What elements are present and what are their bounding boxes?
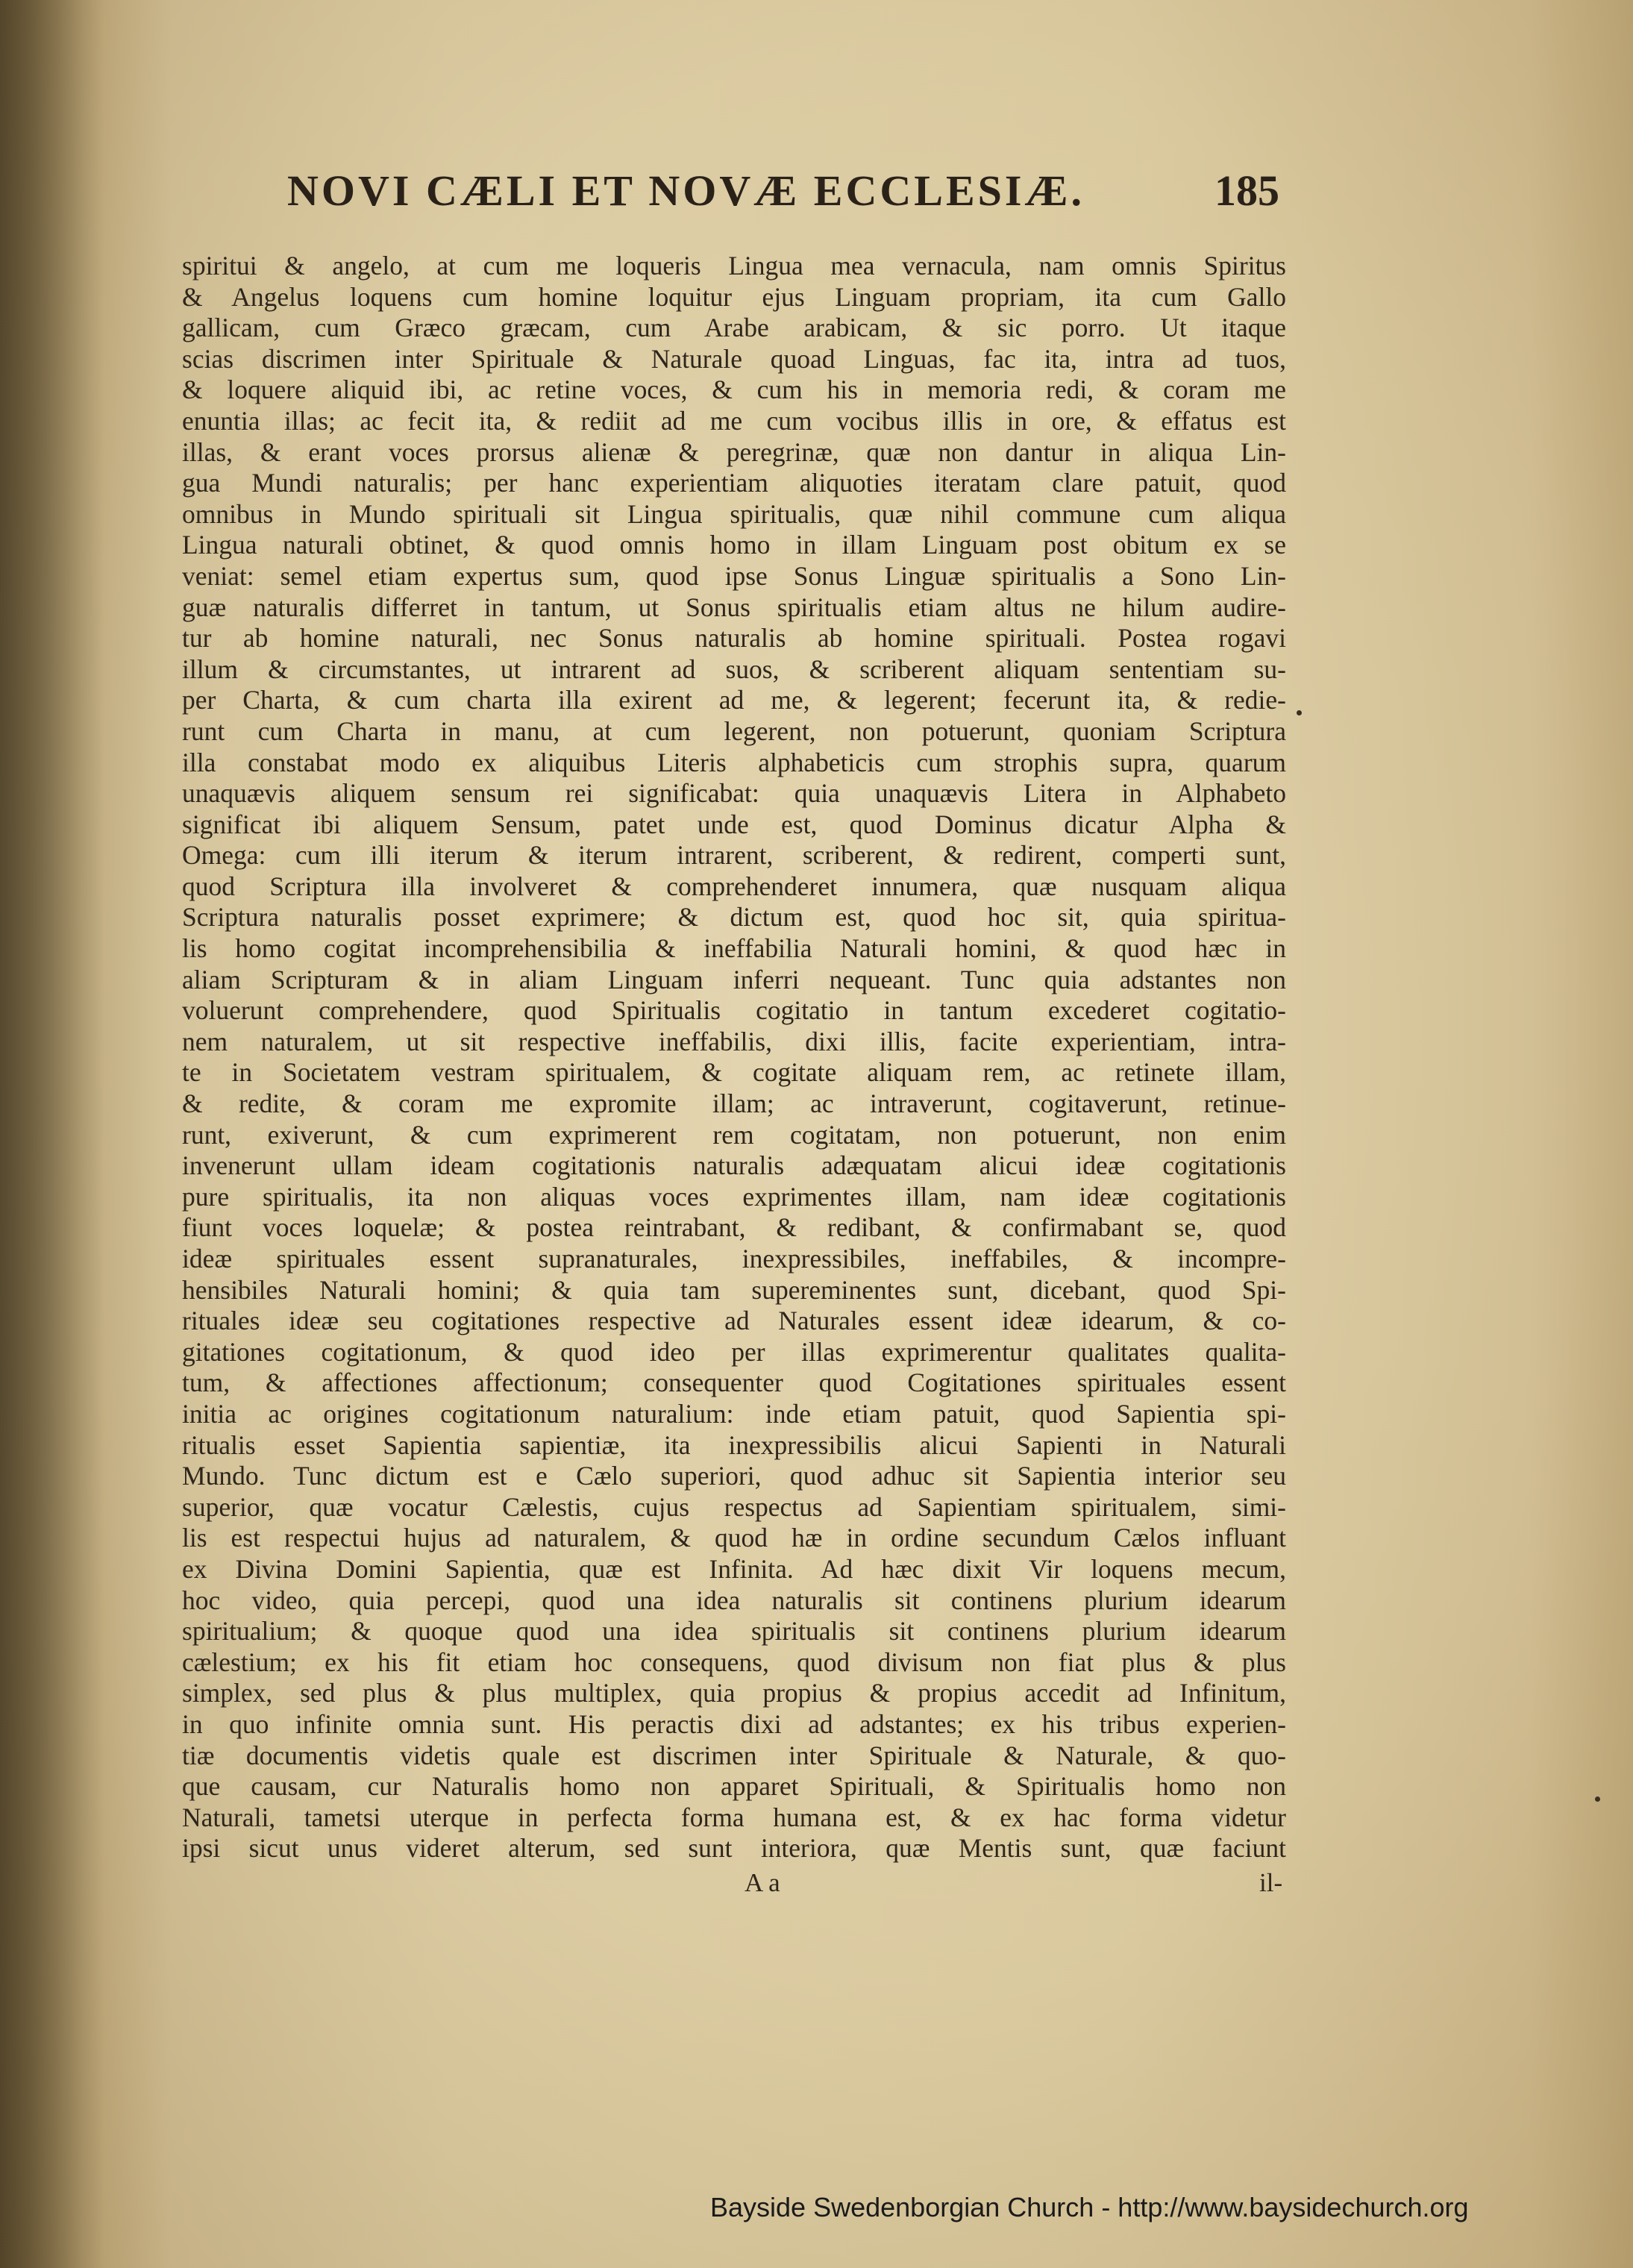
text-line: gitationes cogitationum, & quod ideo per illas exprimerentur qualitates qualita- (182, 1336, 1286, 1367)
text-line: spiritualium; & quoque quod una idea spiritualis sit continens plurium idearum (182, 1616, 1286, 1647)
text-line: Scriptura naturalis posset exprimere; & dictum est, quod hoc sit, quia spiritua- (182, 902, 1286, 933)
text-line: & redite, & coram me expromite illam; ac intraverunt, cogitaverunt, retinue- (182, 1088, 1286, 1119)
text-line: hensibiles Naturali homini; & quia tam supereminentes sunt, dicebant, quod Spi- (182, 1274, 1286, 1305)
text-line: ritualis esset Sapientia sapientiæ, ita inexpressibilis alicui Sapienti in Naturali (182, 1429, 1286, 1460)
text-line: unaquævis aliquem sensum rei significabat: quia unaquævis Litera in Alphabeto (182, 778, 1286, 809)
catchword: il- (1259, 1868, 1283, 1897)
signature-mark: A a (745, 1868, 780, 1897)
text-line: gallicam, cum Græco græcam, cum Arabe arabicam, & sic porro. Ut itaque (182, 313, 1286, 343)
text-line: ex Divina Domini Sapientia, quæ est Infinita. Ad hæc dixit Vir loquens mecum, (182, 1553, 1286, 1584)
text-line: ideæ spirituales essent supranaturales, inexpressibiles, ineffabiles, & incompre- (182, 1244, 1286, 1274)
text-line: lis est respectui hujus ad naturalem, & quod hæ in ordine secundum Cælos influant (182, 1523, 1286, 1553)
text-line (182, 1864, 1286, 1896)
text-line: invenerunt ullam ideam cogitationis naturalis adæquatam alicui ideæ cogitationis (182, 1150, 1286, 1181)
text-line: fiunt voces loquelæ; & postea reintrabant, & redibant, & confirmabant se, quod (182, 1212, 1286, 1243)
text-line: runt, exiverunt, & cum exprimerent rem cogitatam, non potuerunt, non enim (182, 1119, 1286, 1150)
text-line: enuntia illas; ac fecit ita, & rediit ad me cum vocibus illis in ore, & effatus est (182, 405, 1286, 436)
text-line: scias discrimen inter Spirituale & Naturale quoad Linguas, fac ita, intra ad tuos, (182, 343, 1286, 374)
text-line: significat ibi aliquem Sensum, patet unde est, quod Dominus dicatur Alpha & (182, 809, 1286, 839)
text-line: illum & circumstantes, ut intrarent ad suos, & scriberent aliquam sententiam su- (182, 654, 1286, 684)
text-line: quod Scriptura illa involveret & comprehenderet innumera, quæ nusquam aliqua (182, 871, 1286, 901)
text-line: rituales ideæ seu cogitationes respective ad Naturales essent ideæ idearum, & co- (182, 1306, 1286, 1336)
text-line: tur ab homine naturali, nec Sonus naturalis ab homine spirituali. Postea rogavi (182, 623, 1286, 654)
paper-speck (1595, 1796, 1600, 1802)
text-line: te in Societatem vestram spiritualem, & cogitate aliquam rem, ac retinete illam, (182, 1057, 1286, 1088)
text-line: in quo infinite omnia sunt. His peractis dixi ad adstantes; ex his tribus experien- (182, 1708, 1286, 1739)
text-line: Mundo. Tunc dictum est e Cælo superiori, quod adhuc sit Sapientia interior seu (182, 1461, 1286, 1491)
text-line: spiritui & angelo, at cum me loqueris Lingua mea vernacula, nam omnis Spiritus (182, 251, 1286, 281)
text-line: runt cum Charta in manu, at cum legerent, non potuerunt, quoniam Scriptura (182, 715, 1286, 746)
text-line: & loquere aliquid ibi, ac retine voces, & cum his in memoria redi, & coram me (182, 375, 1286, 405)
text-line: Naturali, tametsi uterque in perfecta forma humana est, & ex hac forma videtur (182, 1802, 1286, 1832)
text-line: gua Mundi naturalis; per hanc experientiam aliquoties iteratam clare patuit, quod (182, 468, 1286, 498)
text-line: Lingua naturali obtinet, & quod omnis homo in illam Linguam post obitum ex se (182, 530, 1286, 560)
text-line: lis homo cogitat incomprehensibilia & ineffabilia Naturali homini, & quod hæc in (182, 933, 1286, 964)
text-line: hoc video, quia percepi, quod una idea naturalis sit continens plurium idearum (182, 1585, 1286, 1615)
text-line: guæ naturalis differret in tantum, ut Sonus spiritualis etiam altus ne hilum audire- (182, 592, 1286, 622)
text-line: per Charta, & cum charta illa exirent ad me, & legerent; fecerunt ita, & redie- (182, 685, 1286, 715)
text-line: tum, & affectiones affectionum; consequenter quod Cogitationes spirituales essent (182, 1368, 1286, 1398)
text-line: ipsi sicut unus videret alterum, sed sunt interiora, quæ Mentis sunt, quæ faciunt (182, 1833, 1286, 1864)
text-line: pure spiritualis, ita non aliquas voces exprimentes illam, nam ideæ cogitationis (182, 1181, 1286, 1212)
text-line: initia ac origines cogitationum naturalium: inde etiam patuit, quod Sapientia spi- (182, 1398, 1286, 1429)
page-number: 185 (1214, 166, 1279, 215)
text-line: cælestium; ex his fit etiam hoc consequens, quod divisum non fiat plus & plus (182, 1647, 1286, 1677)
text-line: illa constabat modo ex aliquibus Literis alphabeticis cum strophis supra, quarum (182, 747, 1286, 777)
watermark-text: Bayside Swedenborgian Church - http://www.baysidechurch.org (710, 2192, 1469, 2222)
text-line: Omega: cum illi iterum & iterum intrarent, scriberent, & redirent, comperti sunt, (182, 840, 1286, 871)
text-line: simplex, sed plus & plus multiplex, quia propius & propius accedit ad Infinitum, (182, 1678, 1286, 1708)
body-text (182, 251, 1286, 1895)
text-line: voluerunt comprehendere, quod Spiritualis cogitatio in tantum excederet cogitatio- (182, 995, 1286, 1026)
text-line: superior, quæ vocatur Cælestis, cujus respectus ad Sapientiam spiritualem, simi- (182, 1491, 1286, 1522)
text-line: nem naturalem, ut sit respective ineffabilis, dixi illis, facite experientiam, intra- (182, 1026, 1286, 1056)
text-line: illas, & erant voces prorsus alienæ & peregrinæ, quæ non dantur in aliqua Lin- (182, 436, 1286, 467)
running-title: NOVI CÆLI ET NOVÆ ECCLESIÆ. (287, 166, 1085, 215)
paper-speck (1297, 710, 1302, 715)
text-line: & Angelus loquens cum homine loquitur ejus Linguam propriam, ita cum Gallo (182, 281, 1286, 312)
text-line: omnibus in Mundo spirituali sit Lingua spiritualis, quæ nihil commune cum aliqua (182, 498, 1286, 529)
gutter-shadow (0, 0, 104, 2268)
text-line: que causam, cur Naturalis homo non apparet Spirituali, & Spiritualis homo non (182, 1771, 1286, 1802)
text-line: aliam Scripturam & in aliam Linguam inferri nequeant. Tunc quia adstantes non (182, 964, 1286, 994)
text-line: veniat: semel etiam expertus sum, quod ipse Sonus Linguæ spiritualis a Sono Lin- (182, 560, 1286, 591)
text-line: tiæ documentis videtis quale est discrimen inter Spirituale & Naturale, & quo- (182, 1740, 1286, 1770)
